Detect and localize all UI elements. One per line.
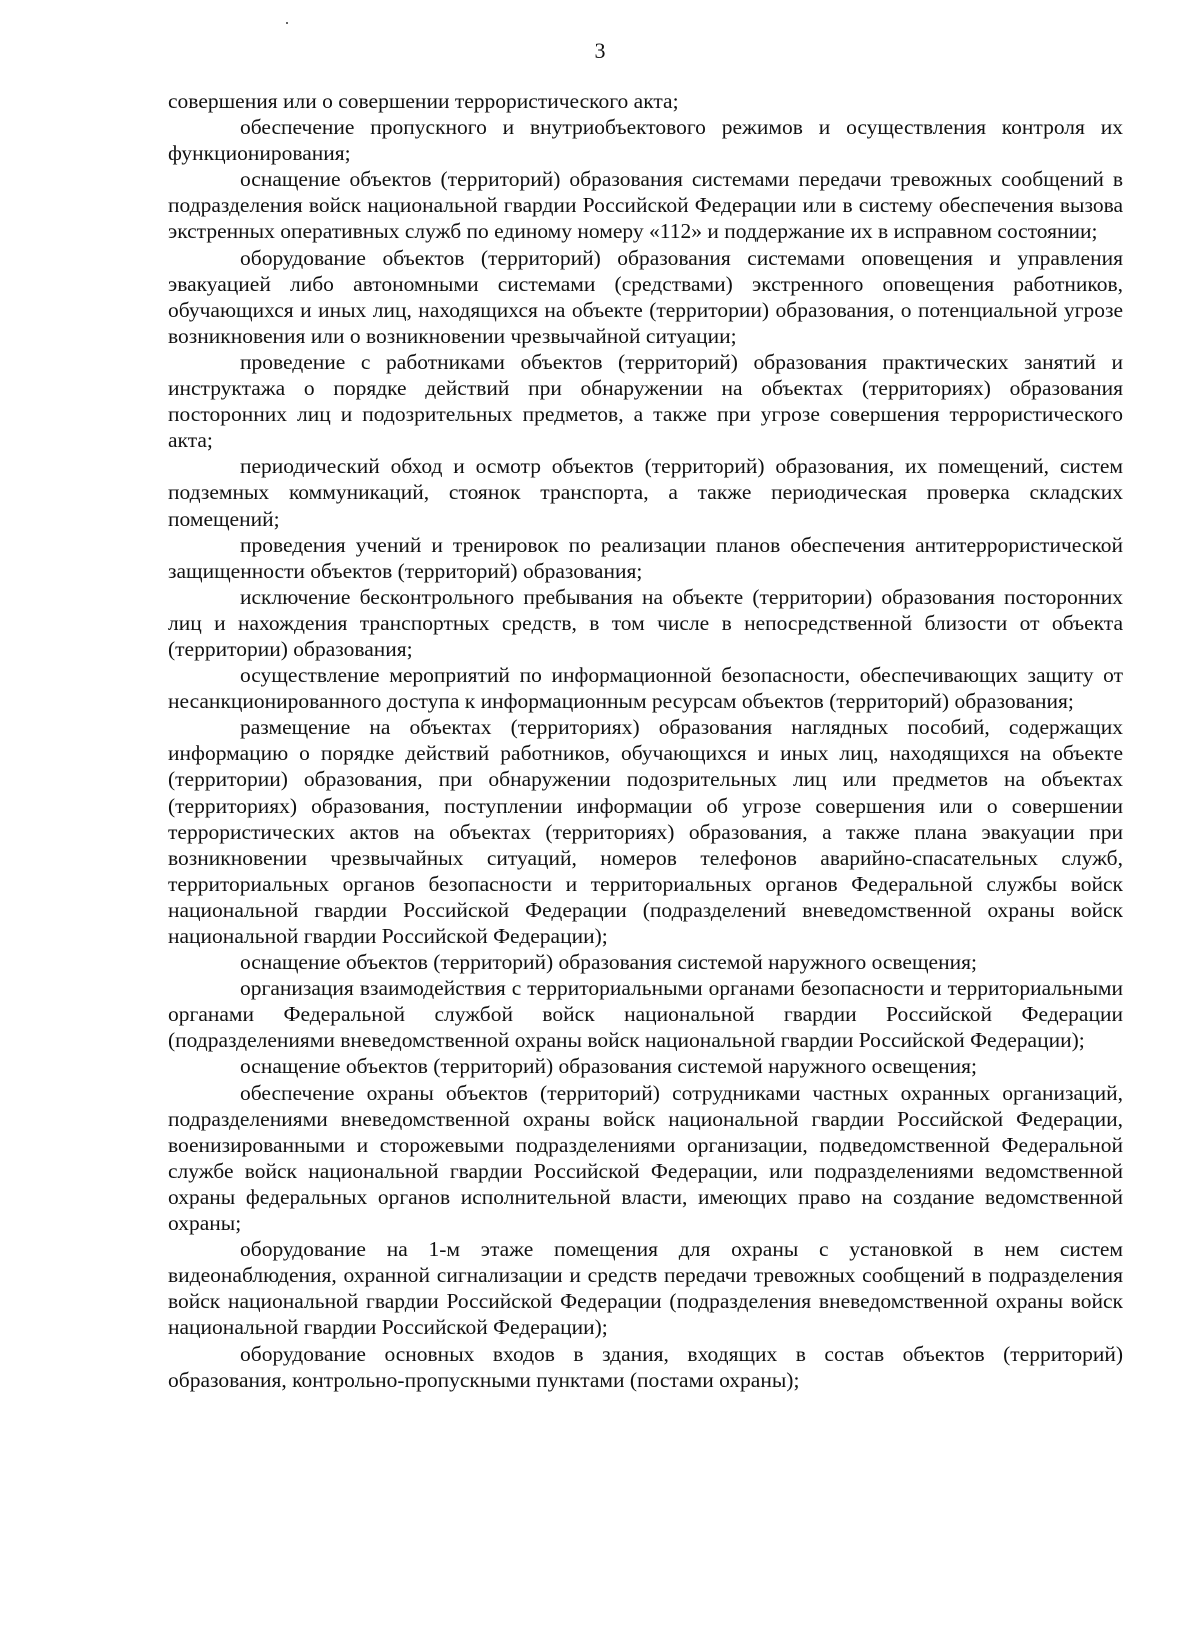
paragraph-continuation: совершения или о совершении террористического акта; — [168, 89, 679, 113]
paragraph-uncontrolled-presence: исключение бесконтрольного пребывания на объекте (территории) образования посторонних лиц и нахождения транспортных средств, в том числе в непосредственной близости от объекта (территории) образования; — [168, 584, 1123, 661]
paragraph-cooperation: организация взаимодействия с территориальными органами безопасности и территориальными органами Федеральной службой войск национальной гвардии Российской Федерации (подразделениями вневедомственной охраны войск национальной гвардии Российской Федерации); — [168, 976, 1123, 1053]
paragraph-staff-training: проведение с работниками объектов (территорий) образования практических занятий и инструктажа о порядке действий при обнаружении на объектах (территориях) образования посторонних лиц и подозрительных предметов, а также при угрозе совершения террористического акта; — [168, 349, 1123, 453]
paragraph-exercises: проведения учений и тренировок по реализации планов обеспечения антитеррористической защищенности объектов (территорий) образования; — [168, 532, 1123, 583]
document-body — [168, 88, 1123, 1393]
paragraph-checkpoints: оборудование основных входов в здания, входящих в состав объектов (территорий) образования, контрольно-пропускными пунктами (постами охраны); — [168, 1341, 1123, 1392]
paragraph-guard-room: оборудование на 1-м этаже помещения для охраны с установкой в нем систем видеонаблюдения, охранной сигнализации и средств передачи тревожных сообщений в подразделения войск национальной гвардии Российской Федерации (подразделения вневедомственной охраны войск национальной гвардии Российской Федерации); — [168, 1237, 1123, 1340]
paragraph-security-guards: обеспечение охраны объектов (территорий) сотрудниками частных охранных организаций, подразделениями вневедомственной охраны войск национальной гвардии Российской Федерации, военизированными и сторожевыми подразделениями организации, подведомственной Федеральной службе войск национальной гвардии Российской Федерации, или подразделениями ведомственной охраны федеральных органов исполнительной власти, имеющих право на создание ведомственной охраны; — [168, 1080, 1123, 1236]
paragraph-evacuation-systems: оборудование объектов (территорий) образования системами оповещения и управления эвакуацией либо автономными системами (средствами) экстренного оповещения работников, обучающихся и иных лиц, находящихся на объекте (территории) образования, о потенциальной угрозе возникновения или о возникновении чрезвычайной ситуации; — [168, 245, 1123, 348]
page-number: 3 — [594, 38, 606, 63]
paragraph-access-control: обеспечение пропускного и внутриобъектового режимов и осуществления контроля их функционирования; — [168, 115, 1123, 166]
paragraph-visual-aids: размещение на объектах (территориях) образования наглядных пособий, содержащих информацию о порядке действий работников, обучающихся и иных лиц, находящихся на объекте (территории) образования, при обнаружении подозрительных лиц или предметов на объектах (территориях) образования, поступлении информации об угрозе совершения или о совершении террористических актов на объектах (территориях) образования, а также плана эвакуации при возникновении чрезвычайных ситуаций, номеров телефонов аварийно-спасательных служб, территориальных органов безопасности и территориальных органов Федеральной службы войск национальной гвардии Российской Федерации (подразделений вневедомственной охраны войск национальной гвардии Российской Федерации); — [168, 715, 1123, 948]
paragraph-periodic-inspection: периодический обход и осмотр объектов (территорий) образования, их помещений, систем подземных коммуникаций, стоянок транспорта, а также периодическая проверка складских помещений; — [168, 454, 1123, 531]
paragraph-information-security: осуществление мероприятий по информационной безопасности, обеспечивающих защиту от несанкционированного доступа к информационным ресурсам объектов (территорий) образования; — [168, 663, 1123, 714]
paragraph-outdoor-lighting-repeat: оснащение объектов (территорий) образования системой наружного освещения; — [240, 1054, 977, 1079]
paragraph-outdoor-lighting: оснащение объектов (территорий) образования системой наружного освещения; — [240, 950, 977, 975]
paragraph-alarm-systems: оснащение объектов (территорий) образования системами передачи тревожных сообщений в подразделения войск национальной гвардии Российской Федерации или в систему обеспечения вызова экстренных оперативных служб по единому номеру «112» и поддержание их в исправном состоянии; — [168, 167, 1123, 244]
scan-dot-mark — [286, 22, 288, 24]
